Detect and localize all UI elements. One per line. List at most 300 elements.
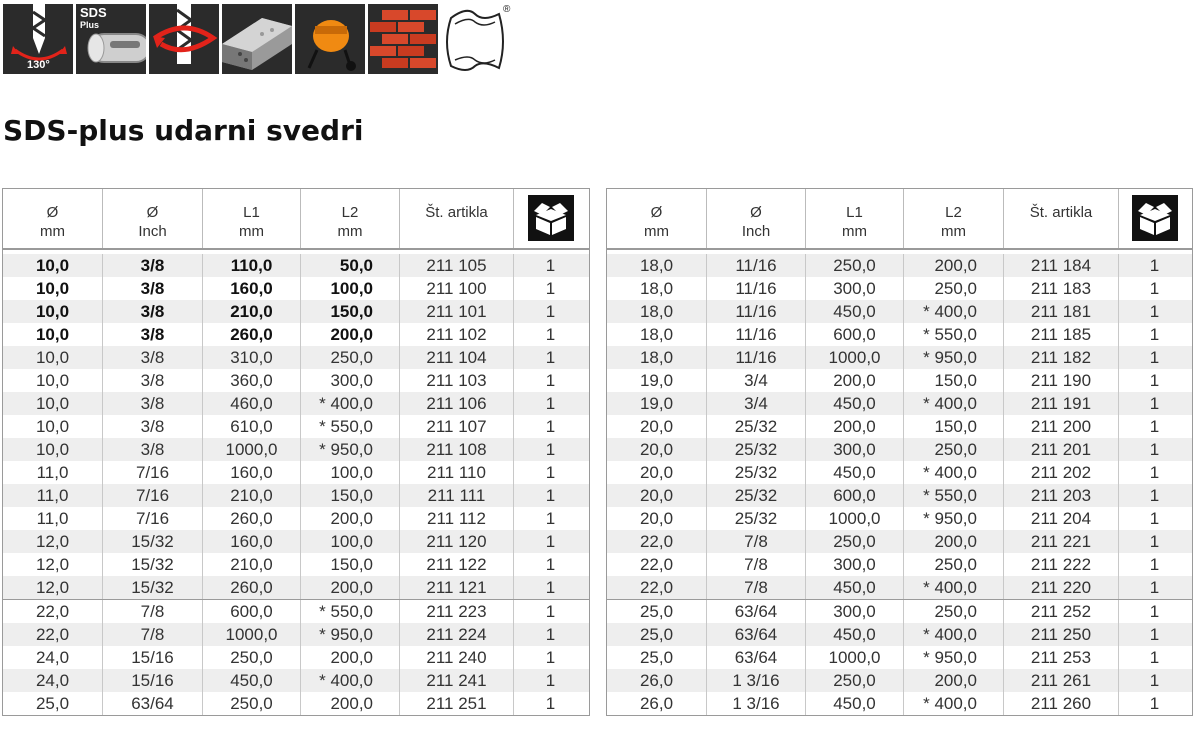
cell-diameter-inch: 11/16 (707, 346, 806, 369)
cell-l2: 200,0 (301, 507, 400, 530)
cell-diameter-mm: 11,0 (3, 484, 103, 507)
cell-quantity: 1 (545, 555, 556, 574)
table-row (3, 392, 589, 415)
cell-article-number: 211 112 (400, 507, 514, 530)
cell-article-number: 211 191 (1004, 392, 1119, 415)
cell-diameter-inch: 15/32 (103, 553, 203, 576)
table-row (3, 438, 589, 461)
cell-l2: 150,0 (904, 415, 1004, 438)
cell-article-number: 211 240 (400, 646, 514, 669)
cell-l2: 150,0 (301, 553, 400, 576)
cell-quantity: 1 (1149, 302, 1160, 321)
cell-quantity: 1 (1149, 555, 1160, 574)
cell-quantity: 1 (545, 256, 556, 275)
table-row (607, 369, 1192, 392)
cell-article-number: 211 220 (1004, 576, 1119, 599)
cell-diameter-mm: 25,0 (607, 600, 707, 623)
cell-l2: 150,0 (904, 369, 1004, 392)
cell-diameter-inch: 63/64 (103, 692, 203, 715)
cell-quantity: 1 (1149, 279, 1160, 298)
left-table-body (3, 254, 589, 716)
cell-quantity: 1 (1149, 256, 1160, 275)
cell-quantity: 1 (545, 486, 556, 505)
cell-l2: * 400,0 (904, 576, 1004, 599)
cell-diameter-mm: 10,0 (3, 323, 103, 346)
cell-l2: 250,0 (904, 438, 1004, 461)
cell-diameter-mm: 12,0 (3, 576, 103, 599)
cell-diameter-inch: 1 3/16 (707, 669, 806, 692)
cell-l1: 1000,0 (806, 646, 904, 669)
cell-quantity: 1 (1149, 486, 1160, 505)
cell-quantity: 1 (545, 371, 556, 390)
cell-quantity: 1 (1149, 394, 1160, 413)
cell-diameter-mm: 20,0 (607, 507, 707, 530)
table-row (607, 576, 1192, 599)
cell-diameter-mm: 18,0 (607, 323, 707, 346)
cell-l1: 260,0 (203, 576, 301, 599)
cell-diameter-mm: 10,0 (3, 392, 103, 415)
cell-diameter-inch: 7/8 (707, 553, 806, 576)
cell-quantity: 1 (1149, 440, 1160, 459)
cell-quantity: 1 (545, 417, 556, 436)
table-row (607, 669, 1192, 692)
cell-quantity: 1 (545, 671, 556, 690)
cell-diameter-mm: 20,0 (607, 461, 707, 484)
table-row (607, 323, 1192, 346)
cell-article-number: 211 260 (1004, 692, 1119, 715)
cell-quantity: 1 (1149, 417, 1160, 436)
cell-diameter-mm: 20,0 (607, 484, 707, 507)
cell-quantity: 1 (545, 302, 556, 321)
cell-l1: 460,0 (203, 392, 301, 415)
cell-l1: 160,0 (203, 277, 301, 300)
table-row (3, 323, 589, 346)
cell-diameter-mm: 18,0 (607, 277, 707, 300)
cell-article-number: 211 100 (400, 277, 514, 300)
cell-diameter-mm: 20,0 (607, 415, 707, 438)
cell-l1: 210,0 (203, 484, 301, 507)
left-table-header (3, 188, 589, 250)
cell-diameter-inch: 3/8 (103, 369, 203, 392)
cell-diameter-mm: 22,0 (607, 530, 707, 553)
cell-quantity: 1 (1149, 532, 1160, 551)
cell-l2: * 550,0 (904, 323, 1004, 346)
cell-diameter-inch: 3/8 (103, 300, 203, 323)
cell-diameter-inch: 3/8 (103, 254, 203, 277)
cell-article-number: 211 121 (400, 576, 514, 599)
cell-l2: * 400,0 (904, 692, 1004, 715)
cell-diameter-mm: 10,0 (3, 346, 103, 369)
cell-diameter-mm: 25,0 (607, 646, 707, 669)
cement-mixer-icon (295, 4, 365, 74)
cell-diameter-inch: 63/64 (707, 623, 806, 646)
cell-diameter-mm: 12,0 (3, 553, 103, 576)
cell-l1: 610,0 (203, 415, 301, 438)
cell-l1: 250,0 (806, 669, 904, 692)
table-row (3, 530, 589, 553)
table-row (607, 254, 1192, 277)
table-row (607, 461, 1192, 484)
cell-l2: 250,0 (904, 277, 1004, 300)
cell-article-number: 211 104 (400, 346, 514, 369)
cell-diameter-inch: 11/16 (707, 277, 806, 300)
cell-l1: 360,0 (203, 369, 301, 392)
table-row (3, 461, 589, 484)
cell-l2: * 400,0 (904, 300, 1004, 323)
cell-diameter-mm: 22,0 (3, 623, 103, 646)
cell-diameter-inch: 11/16 (707, 254, 806, 277)
cell-diameter-inch: 15/32 (103, 576, 203, 599)
table-row (607, 530, 1192, 553)
cell-l2: 100,0 (301, 461, 400, 484)
header-article-number: Št. artikla (1004, 189, 1119, 248)
cell-l2: * 400,0 (904, 461, 1004, 484)
table-row (3, 646, 589, 669)
cell-diameter-inch: 3/8 (103, 346, 203, 369)
cell-l1: 1000,0 (203, 438, 301, 461)
cell-quantity: 1 (545, 532, 556, 551)
feature-icons (3, 4, 511, 74)
cell-diameter-mm: 18,0 (607, 254, 707, 277)
header-diameter-mm: Ø mm (607, 189, 707, 248)
cell-quantity: 1 (1149, 625, 1160, 644)
header-l1: L1 mm (203, 189, 301, 248)
cell-article-number: 211 224 (400, 623, 514, 646)
cell-article-number: 211 101 (400, 300, 514, 323)
cell-diameter-inch: 3/8 (103, 438, 203, 461)
cell-l2: 200,0 (301, 646, 400, 669)
header-l2: L2 mm (904, 189, 1004, 248)
cell-diameter-mm: 19,0 (607, 369, 707, 392)
cell-quantity: 1 (1149, 463, 1160, 482)
table-row (3, 553, 589, 576)
cell-quantity: 1 (545, 325, 556, 344)
cell-l1: 210,0 (203, 553, 301, 576)
cell-article-number: 211 250 (1004, 623, 1119, 646)
cell-quantity: 1 (1149, 648, 1160, 667)
cell-l1: 200,0 (806, 369, 904, 392)
cell-article-number: 211 122 (400, 553, 514, 576)
table-row (607, 507, 1192, 530)
drill-tip-angle-icon (3, 4, 73, 74)
cell-diameter-inch: 3/8 (103, 323, 203, 346)
rotation-drill-icon (149, 4, 219, 74)
cell-diameter-inch: 15/32 (103, 530, 203, 553)
cell-quantity: 1 (545, 625, 556, 644)
cell-diameter-inch: 7/8 (707, 530, 806, 553)
cell-diameter-mm: 24,0 (3, 669, 103, 692)
cell-diameter-inch: 3/8 (103, 415, 203, 438)
cell-diameter-inch: 7/8 (103, 623, 203, 646)
cell-l2: * 400,0 (301, 669, 400, 692)
cell-l1: 450,0 (806, 300, 904, 323)
cell-diameter-mm: 11,0 (3, 507, 103, 530)
cell-diameter-mm: 10,0 (3, 277, 103, 300)
right-table-header (607, 188, 1192, 250)
cell-l2: 200,0 (904, 669, 1004, 692)
cell-l1: 250,0 (806, 530, 904, 553)
cell-article-number: 211 200 (1004, 415, 1119, 438)
cell-l1: 200,0 (806, 415, 904, 438)
cell-l2: * 950,0 (904, 646, 1004, 669)
cell-diameter-inch: 7/8 (707, 576, 806, 599)
table-row (3, 692, 589, 716)
cell-diameter-inch: 63/64 (707, 600, 806, 623)
cell-diameter-inch: 25/32 (707, 438, 806, 461)
package-box-icon (1132, 195, 1178, 241)
header-diameter-inch: Ø Inch (707, 189, 806, 248)
cell-l1: 310,0 (203, 346, 301, 369)
cell-diameter-inch: 11/16 (707, 323, 806, 346)
cell-article-number: 211 185 (1004, 323, 1119, 346)
cell-l1: 250,0 (806, 254, 904, 277)
cell-l2: 200,0 (301, 323, 400, 346)
cell-quantity: 1 (545, 394, 556, 413)
cell-quantity: 1 (545, 279, 556, 298)
cell-l1: 600,0 (806, 323, 904, 346)
cell-article-number: 211 111 (400, 484, 514, 507)
table-row (607, 553, 1192, 576)
cell-l2: * 950,0 (904, 507, 1004, 530)
cell-diameter-inch: 25/32 (707, 461, 806, 484)
left-table (2, 188, 590, 716)
cell-l2: 250,0 (301, 346, 400, 369)
cell-article-number: 211 106 (400, 392, 514, 415)
table-row (607, 300, 1192, 323)
brick-wall-icon (368, 4, 438, 74)
cell-diameter-mm: 10,0 (3, 438, 103, 461)
cell-article-number: 211 222 (1004, 553, 1119, 576)
cell-l2: 150,0 (301, 484, 400, 507)
cell-diameter-inch: 7/16 (103, 484, 203, 507)
cell-diameter-mm: 10,0 (3, 415, 103, 438)
cell-quantity: 1 (545, 348, 556, 367)
cell-l1: 160,0 (203, 461, 301, 484)
cell-l2: 250,0 (904, 553, 1004, 576)
cell-diameter-inch: 3/4 (707, 369, 806, 392)
cell-diameter-inch: 3/4 (707, 392, 806, 415)
cell-diameter-mm: 26,0 (607, 692, 707, 715)
cell-l1: 210,0 (203, 300, 301, 323)
cell-l1: 300,0 (806, 600, 904, 623)
sds-label: SDS (80, 5, 107, 20)
cell-l1: 600,0 (806, 484, 904, 507)
cell-article-number: 211 223 (400, 600, 514, 623)
cell-article-number: 211 181 (1004, 300, 1119, 323)
cell-l1: 1000,0 (203, 623, 301, 646)
cell-l2: * 550,0 (301, 415, 400, 438)
cell-diameter-mm: 18,0 (607, 300, 707, 323)
cell-diameter-inch: 15/16 (103, 669, 203, 692)
table-row (3, 507, 589, 530)
cell-diameter-mm: 25,0 (607, 623, 707, 646)
cell-l2: * 400,0 (904, 392, 1004, 415)
cell-quantity: 1 (545, 578, 556, 597)
cell-quantity: 1 (1149, 509, 1160, 528)
header-diameter-mm: Ø mm (3, 189, 103, 248)
cell-diameter-mm: 19,0 (607, 392, 707, 415)
cell-l2: 100,0 (301, 277, 400, 300)
cell-article-number: 211 202 (1004, 461, 1119, 484)
cell-l2: 200,0 (301, 576, 400, 599)
cell-quantity: 1 (1149, 671, 1160, 690)
header-diameter-inch: Ø Inch (103, 189, 203, 248)
cell-diameter-mm: 11,0 (3, 461, 103, 484)
cell-l2: 150,0 (301, 300, 400, 323)
cell-article-number: 211 120 (400, 530, 514, 553)
cell-article-number: 211 105 (400, 254, 514, 277)
table-row (607, 623, 1192, 646)
cell-diameter-mm: 25,0 (3, 692, 103, 715)
cell-l2: 50,0 (301, 254, 400, 277)
cell-l2: * 400,0 (904, 623, 1004, 646)
cell-quantity: 1 (545, 602, 556, 621)
cell-diameter-mm: 22,0 (607, 576, 707, 599)
cell-diameter-inch: 7/16 (103, 461, 203, 484)
cell-l2: 200,0 (904, 254, 1004, 277)
cell-quantity: 1 (1149, 325, 1160, 344)
cell-l2: * 950,0 (301, 623, 400, 646)
cell-l1: 450,0 (806, 461, 904, 484)
cell-l1: 1000,0 (806, 346, 904, 369)
cell-quantity: 1 (545, 463, 556, 482)
cell-l2: * 550,0 (904, 484, 1004, 507)
cell-diameter-mm: 10,0 (3, 369, 103, 392)
trademark-shape-icon (441, 4, 511, 74)
cell-diameter-mm: 24,0 (3, 646, 103, 669)
cell-l1: 450,0 (806, 623, 904, 646)
cell-article-number: 211 221 (1004, 530, 1119, 553)
cell-l2: * 400,0 (301, 392, 400, 415)
cell-l2: 100,0 (301, 530, 400, 553)
angle-label: 130° (27, 59, 50, 71)
cell-article-number: 211 253 (1004, 646, 1119, 669)
cell-diameter-mm: 10,0 (3, 300, 103, 323)
cell-l1: 300,0 (806, 277, 904, 300)
cell-l2: 200,0 (904, 530, 1004, 553)
table-row (3, 623, 589, 646)
cell-quantity: 1 (1149, 694, 1160, 713)
cell-quantity: 1 (545, 648, 556, 667)
cell-l1: 160,0 (203, 530, 301, 553)
table-row (607, 346, 1192, 369)
cell-article-number: 211 241 (400, 669, 514, 692)
cell-l2: 250,0 (904, 600, 1004, 623)
cell-l1: 450,0 (806, 692, 904, 715)
cell-l2: * 550,0 (301, 600, 400, 623)
cell-diameter-mm: 22,0 (607, 553, 707, 576)
cell-article-number: 211 108 (400, 438, 514, 461)
header-l1: L1 mm (806, 189, 904, 248)
cell-l2: 200,0 (301, 692, 400, 715)
cell-l1: 250,0 (203, 692, 301, 715)
cell-l1: 450,0 (806, 576, 904, 599)
cell-article-number: 211 107 (400, 415, 514, 438)
cell-article-number: 211 182 (1004, 346, 1119, 369)
cell-article-number: 211 103 (400, 369, 514, 392)
cell-diameter-inch: 25/32 (707, 415, 806, 438)
table-row (3, 300, 589, 323)
cell-article-number: 211 252 (1004, 600, 1119, 623)
cell-l1: 110,0 (203, 254, 301, 277)
table-row (607, 438, 1192, 461)
table-row (3, 415, 589, 438)
cell-article-number: 211 251 (400, 692, 514, 715)
cell-diameter-inch: 7/16 (103, 507, 203, 530)
table-row (3, 669, 589, 692)
cell-diameter-mm: 26,0 (607, 669, 707, 692)
cell-diameter-inch: 63/64 (707, 646, 806, 669)
table-row (3, 484, 589, 507)
cell-diameter-mm: 10,0 (3, 254, 103, 277)
cell-quantity: 1 (545, 509, 556, 528)
cell-l2: * 950,0 (301, 438, 400, 461)
cell-diameter-inch: 7/8 (103, 600, 203, 623)
cell-l1: 300,0 (806, 438, 904, 461)
cell-article-number: 211 201 (1004, 438, 1119, 461)
right-table (606, 188, 1193, 716)
cell-diameter-mm: 12,0 (3, 530, 103, 553)
page-title: SDS-plus udarni svedri (3, 114, 364, 147)
cell-l1: 250,0 (203, 646, 301, 669)
table-row (3, 576, 589, 599)
header-article-number: Št. artikla (400, 189, 514, 248)
registered-mark: ® (503, 4, 511, 15)
table-row (607, 415, 1192, 438)
cell-quantity: 1 (1149, 602, 1160, 621)
cell-quantity: 1 (545, 694, 556, 713)
cell-article-number: 211 190 (1004, 369, 1119, 392)
cell-diameter-inch: 15/16 (103, 646, 203, 669)
cell-diameter-inch: 3/8 (103, 277, 203, 300)
cell-l1: 260,0 (203, 507, 301, 530)
table-row (607, 646, 1192, 669)
table-row (607, 484, 1192, 507)
cell-l1: 260,0 (203, 323, 301, 346)
cell-l1: 300,0 (806, 553, 904, 576)
table-row (607, 692, 1192, 716)
cell-l2: 300,0 (301, 369, 400, 392)
cell-article-number: 211 183 (1004, 277, 1119, 300)
cell-diameter-mm: 20,0 (607, 438, 707, 461)
cell-diameter-inch: 11/16 (707, 300, 806, 323)
right-table-body (607, 254, 1192, 716)
cell-article-number: 211 110 (400, 461, 514, 484)
cell-l2: * 950,0 (904, 346, 1004, 369)
table-row (607, 599, 1192, 623)
sds-sub-label: Plus (80, 20, 100, 30)
cell-quantity: 1 (1149, 348, 1160, 367)
table-row (3, 369, 589, 392)
table-row (607, 277, 1192, 300)
table-row (3, 599, 589, 623)
cell-diameter-inch: 25/32 (707, 507, 806, 530)
table-row (3, 346, 589, 369)
cell-diameter-inch: 3/8 (103, 392, 203, 415)
package-box-icon (528, 195, 574, 241)
sds-plus-shank-icon (76, 4, 146, 74)
table-row (3, 254, 589, 277)
cell-diameter-inch: 25/32 (707, 484, 806, 507)
cell-diameter-inch: 1 3/16 (707, 692, 806, 715)
header-package (514, 189, 587, 248)
cell-article-number: 211 102 (400, 323, 514, 346)
cell-quantity: 1 (1149, 371, 1160, 390)
cell-l1: 450,0 (203, 669, 301, 692)
table-row (607, 392, 1192, 415)
cell-article-number: 211 184 (1004, 254, 1119, 277)
cell-quantity: 1 (1149, 578, 1160, 597)
